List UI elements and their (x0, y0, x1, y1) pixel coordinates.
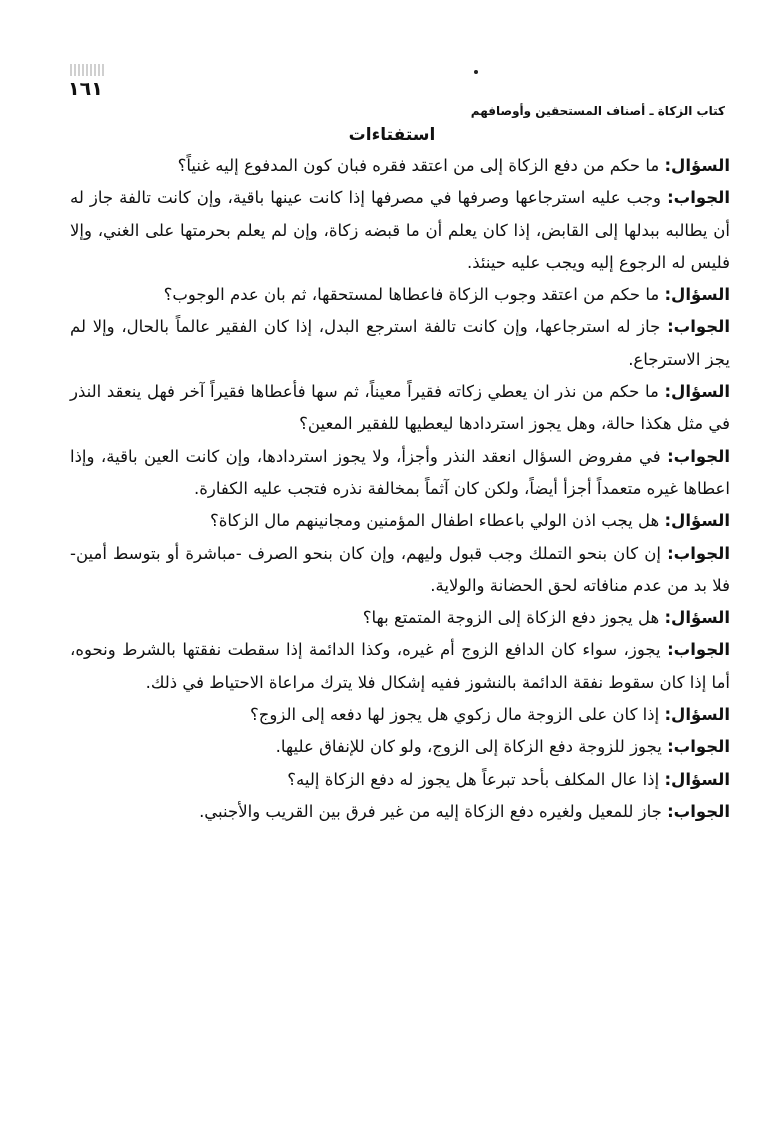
qa-label: السؤال: (664, 156, 730, 175)
qa-content (70, 150, 730, 828)
ink-dot (474, 70, 478, 74)
running-head: كتاب الزكاة ـ أصناف المستحقين وأوصافهم (470, 104, 725, 118)
qa-paragraph (70, 764, 730, 796)
qa-text: إن كان بنحو التملك وجب قبول وليهم، وإن كان بنحو الصرف -مباشرة أو بتوسط أمين- فلا بد من عدم منافاته لحق الحضانة والولاية. (70, 543, 730, 595)
qa-label: الجواب: (667, 801, 730, 821)
qa-text: إذا عال المكلف بأحد تبرعاً هل يجوز له دفع الزكاة إليه؟ (287, 769, 665, 789)
qa-paragraph (70, 182, 730, 279)
qa-label: السؤال: (664, 608, 730, 628)
qa-text: جاز له استرجاعها، وإن كانت تالفة استرجع البدل، إذا كان الفقير عالماً بالحال، وإلا لم يجز الاسترجاع. (70, 317, 730, 369)
qa-paragraph (70, 634, 730, 699)
qa-paragraph (70, 796, 730, 828)
qa-label: الجواب: (667, 188, 730, 208)
qa-text: هل يجب اذن الولي باعطاء اطفال المؤمنين ومجانينهم مال الزكاة؟ (210, 511, 665, 531)
qa-paragraph (70, 150, 730, 182)
page-corner-mark (70, 64, 106, 76)
qa-paragraph (70, 311, 730, 376)
qa-text: جاز للمعيل ولغيره دفع الزكاة إليه من غير فرق بين القريب والأجنبي. (199, 801, 668, 821)
qa-paragraph (70, 279, 730, 311)
qa-text: يجوز، سواء كان الدافع الزوج أم غيره، وكذا الدائمة إذا سقطت نفقتها بالشرط ونحوه، أما إذا كان سقوط نفقة الدائمة بالنشوز ففيه إشكال فلا يترك مراعاة الاحتياط في ذلك. (70, 640, 730, 692)
qa-label: الجواب: (667, 543, 730, 563)
qa-label: السؤال: (664, 511, 730, 531)
qa-label: الجواب: (667, 737, 730, 757)
qa-text: وجب عليه استرجاعها وصرفها في مصرفها إذا كانت عينها باقية، وإن كانت تالفة جاز له أن يطالبه ببدلها إلى القابض، إذا كان يعلم أن ما قبضه زكاة، وإن لم يعلم بحرمتها على الغني، وإلا فليس له الرجوع إليه ويجب عليه حينئذ. (70, 188, 730, 272)
qa-label: السؤال: (664, 769, 730, 789)
qa-text: ما حكم من دفع الزكاة إلى من اعتقد فقره فبان كون المدفوع إليه غنياً؟ (177, 156, 665, 175)
section-title: استفتاءات (348, 125, 436, 145)
page-number: ١٦١ (68, 78, 103, 100)
qa-text: إذا كان على الزوجة مال زكوي هل يجوز لها دفعه إلى الزوج؟ (249, 705, 665, 725)
qa-label: السؤال: (664, 382, 730, 402)
qa-label: الجواب: (667, 640, 730, 660)
qa-paragraph (70, 505, 730, 537)
qa-text: ما حكم من نذر ان يعطي زكاته فقيراً معيناً، ثم سها فأعطاها فقيراً آخر فهل ينعقد النذر في مثل هكذا حالة، وهل يجوز استردادها ليعطيها للفقير المعين؟ (70, 382, 730, 434)
qa-label: السؤال: (664, 705, 730, 725)
qa-paragraph (70, 731, 730, 763)
qa-paragraph (70, 441, 730, 506)
qa-paragraph (70, 699, 730, 731)
qa-label: الجواب: (667, 317, 730, 337)
qa-text: في مفروض السؤال انعقد النذر وأجزأ، ولا يجوز استردادها، وإن كانت العين باقية، وإذا اعطاها غيره متعمداً أجزأ أيضاً، ولكن كان آثماً بمخالفة نذره فتجب عليه الكفارة. (70, 446, 730, 498)
qa-paragraph (70, 376, 730, 441)
qa-paragraph (70, 602, 730, 634)
qa-label: السؤال: (664, 285, 730, 305)
qa-label: الجواب: (667, 446, 730, 466)
qa-text: هل يجوز دفع الزكاة إلى الزوجة المتمتع بها؟ (362, 608, 665, 628)
qa-paragraph (70, 538, 730, 603)
qa-text: ما حكم من اعتقد وجوب الزكاة فاعطاها لمستحقها، ثم بان عدم الوجوب؟ (163, 285, 665, 305)
qa-text: يجوز للزوجة دفع الزكاة إلى الزوج، ولو كان للإنفاق عليها. (275, 737, 668, 757)
